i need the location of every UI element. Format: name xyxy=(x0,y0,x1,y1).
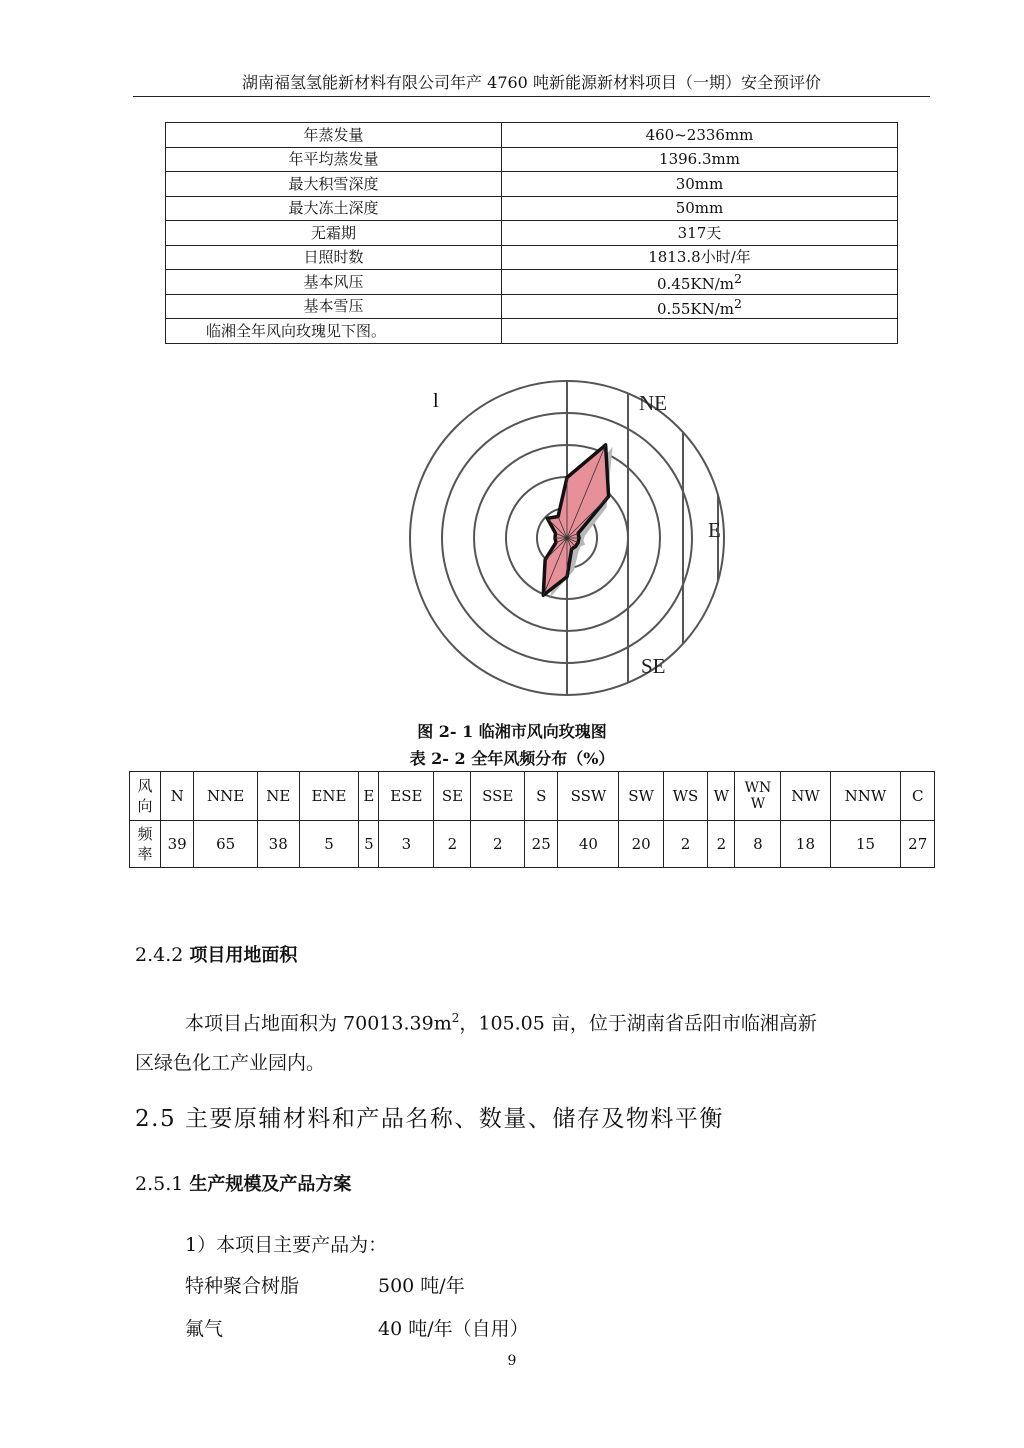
product-name: 氟气 xyxy=(185,1318,224,1340)
climate-value: 30mm xyxy=(502,172,898,197)
climate-label: 日照时数 xyxy=(166,245,502,270)
row-header xyxy=(130,821,161,868)
direction-cell: SSE xyxy=(471,772,525,821)
climate-label: 年平均蒸发量 xyxy=(166,147,502,172)
frequency-cell: 5 xyxy=(299,821,359,868)
frequency-cell: 39 xyxy=(161,821,194,868)
direction-cell: ESE xyxy=(379,772,434,821)
superscript: 2 xyxy=(734,271,742,287)
direction-label-line: W xyxy=(750,796,766,812)
row-header xyxy=(130,772,161,821)
table-row xyxy=(166,172,898,197)
direction-cell: NW xyxy=(781,772,830,821)
climate-value: 317天 xyxy=(502,221,898,246)
table-row xyxy=(166,221,898,246)
direction-cell: WS xyxy=(663,772,707,821)
frequency-cell: 15 xyxy=(830,821,901,868)
product-line xyxy=(185,1271,465,1298)
frequency-cell: 8 xyxy=(735,821,781,868)
section-number: 2.5.1 xyxy=(135,1173,184,1195)
section-heading-2-4-2 xyxy=(135,941,297,967)
climate-value: 1396.3mm xyxy=(502,147,898,172)
frequency-cell: 2 xyxy=(434,821,471,868)
direction-cell: SE xyxy=(434,772,471,821)
frequency-cell: 27 xyxy=(901,821,935,868)
climate-value-text: 0.45KN/m xyxy=(657,275,735,294)
page-number: 9 xyxy=(507,1353,517,1369)
climate-value xyxy=(502,270,898,295)
rose-label-ne: NE xyxy=(639,391,667,415)
section-heading-2-5-1 xyxy=(135,1170,351,1196)
page-header: 湖南福氢氢能新材料有限公司年产 4760 吨新能源新材料项目（一期）安全预评价 xyxy=(242,73,821,92)
rose-label-e: E xyxy=(708,518,721,542)
climate-label: 最大冻土深度 xyxy=(166,196,502,221)
table-row xyxy=(166,245,898,270)
table-row xyxy=(166,270,898,295)
climate-label: 基本雪压 xyxy=(166,294,502,319)
wind-rose-chart xyxy=(400,380,730,705)
header-rule xyxy=(133,96,930,97)
section-heading-2-5 xyxy=(135,1100,724,1133)
empty-cell xyxy=(502,319,898,344)
text-run: 本项目占地面积为 70013.39m xyxy=(185,1012,452,1035)
products-intro: 1）本项目主要产品为： xyxy=(185,1234,388,1256)
rose-area xyxy=(543,445,608,595)
climate-value: 1813.8小时/年 xyxy=(502,245,898,270)
climate-label: 最大积雪深度 xyxy=(166,172,502,197)
product-value: 500 吨/年 xyxy=(378,1275,465,1297)
direction-cell xyxy=(735,772,781,821)
row-header-char: 频 xyxy=(137,825,153,843)
direction-row xyxy=(130,772,935,821)
frequency-cell: 18 xyxy=(781,821,830,868)
frequency-cell: 38 xyxy=(257,821,299,868)
direction-cell: N xyxy=(161,772,194,821)
superscript: 2 xyxy=(451,1011,460,1025)
climate-value: 460~2336mm xyxy=(502,123,898,148)
wind-frequency-table xyxy=(129,771,935,868)
direction-cell: NE xyxy=(257,772,299,821)
section-number: 2.5 xyxy=(135,1106,177,1132)
section-number: 2.4.2 xyxy=(135,944,184,966)
frequency-cell: 20 xyxy=(619,821,663,868)
table-row xyxy=(166,147,898,172)
row-header-char: 率 xyxy=(137,845,153,863)
direction-cell: W xyxy=(708,772,735,821)
table-row xyxy=(166,196,898,221)
product-name: 特种聚合树脂 xyxy=(185,1275,300,1297)
frequency-row xyxy=(130,821,935,868)
table-row xyxy=(166,123,898,148)
direction-cell: C xyxy=(901,772,935,821)
rose-label-n-fragment: l xyxy=(433,390,439,412)
climate-label: 年蒸发量 xyxy=(166,123,502,148)
climate-value xyxy=(502,294,898,319)
table-row xyxy=(166,319,898,344)
frequency-cell: 5 xyxy=(359,821,379,868)
text-run: ，105.05 亩，位于湖南省岳阳市临湘高新 xyxy=(459,1012,817,1035)
frequency-cell: 25 xyxy=(525,821,558,868)
row-header-char: 风 xyxy=(137,777,153,795)
land-area-paragraph xyxy=(135,998,935,1083)
section-title: 主要原辅材料和产品名称、数量、储存及物料平衡 xyxy=(184,1106,724,1132)
frequency-cell: 2 xyxy=(708,821,735,868)
frequency-cell: 2 xyxy=(663,821,707,868)
direction-cell: NNE xyxy=(194,772,258,821)
table-caption: 表 2- 2 全年风频分布（%） xyxy=(409,749,615,768)
frequency-cell: 3 xyxy=(379,821,434,868)
climate-label: 无霜期 xyxy=(166,221,502,246)
figure-caption: 图 2- 1 临湘市风向玫瑰图 xyxy=(417,722,607,741)
section-title: 项目用地面积 xyxy=(189,945,298,966)
frequency-cell: 65 xyxy=(194,821,258,868)
paragraph-line xyxy=(135,998,935,1043)
direction-cell: SW xyxy=(619,772,663,821)
frequency-cell: 40 xyxy=(558,821,619,868)
direction-cell: ENE xyxy=(299,772,359,821)
rose-label-se: SE xyxy=(641,654,666,678)
paragraph-line: 区绿色化工产业园内。 xyxy=(135,1052,326,1075)
section-title: 生产规模及产品方案 xyxy=(189,1174,352,1195)
product-value: 40 吨/年（自用） xyxy=(378,1318,529,1340)
direction-cell: E xyxy=(359,772,379,821)
direction-cell: NNW xyxy=(830,772,901,821)
climate-value-text: 0.55KN/m xyxy=(657,299,735,318)
table-row xyxy=(166,294,898,319)
direction-label-line: WN xyxy=(744,780,772,796)
direction-cell: S xyxy=(525,772,558,821)
direction-cell: SSW xyxy=(558,772,619,821)
direction-label xyxy=(735,780,780,812)
climate-label: 基本风压 xyxy=(166,270,502,295)
climate-note: 临湘全年风向玫瑰见下图。 xyxy=(166,319,502,344)
product-line xyxy=(185,1314,529,1341)
climate-table xyxy=(165,122,898,344)
frequency-cell: 2 xyxy=(471,821,525,868)
climate-value: 50mm xyxy=(502,196,898,221)
superscript: 2 xyxy=(734,295,742,311)
row-header-char: 向 xyxy=(137,797,153,815)
